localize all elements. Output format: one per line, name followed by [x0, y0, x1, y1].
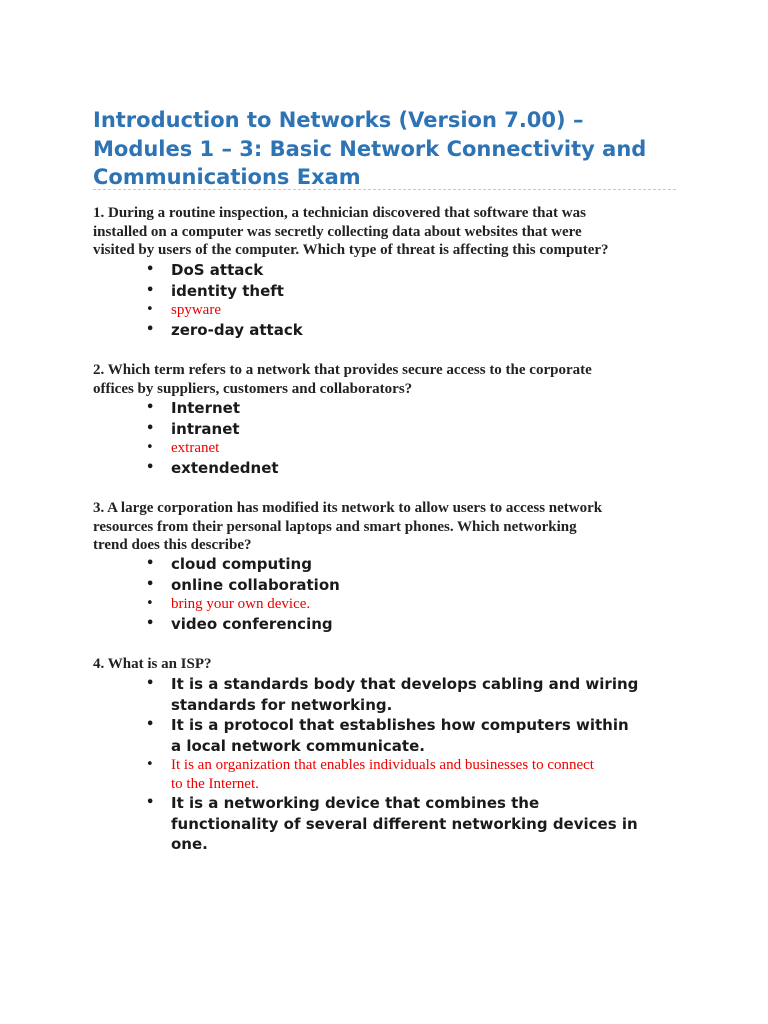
- question-line: trend does this describe?: [93, 537, 252, 553]
- option-text: DoS attack: [171, 261, 264, 279]
- answer-option: [146, 260, 686, 281]
- question-2-options: [146, 398, 686, 478]
- bullet-icon: •: [146, 795, 155, 810]
- answer-option: [146, 320, 686, 341]
- option-text: standards for networking.: [171, 695, 393, 714]
- correct-answer-option: [146, 439, 686, 458]
- option-text: video conferencing: [171, 614, 333, 633]
- answer-option: [146, 715, 686, 756]
- bullet-icon: •: [146, 757, 154, 772]
- question-line: offices by suppliers, customers and collaborators?: [93, 380, 413, 397]
- question-2-text: [93, 361, 683, 398]
- bullet-icon: •: [146, 440, 154, 455]
- question-line: 1. During a routine inspection, a technician discovered that software that was: [93, 205, 586, 221]
- bullet-icon: •: [146, 459, 155, 475]
- question-line: 3. A large corporation has modified its network to allow users to access network: [93, 500, 603, 516]
- answer-option: [146, 458, 686, 479]
- answer-option: [146, 398, 686, 419]
- question-line: installed on a computer was secretly collecting data about websites that were: [93, 223, 582, 240]
- page-title: [93, 106, 693, 192]
- option-text: zero-day attack: [171, 320, 303, 339]
- question-3-options: [146, 554, 686, 634]
- bullet-icon: •: [146, 576, 155, 592]
- bullet-icon: •: [146, 282, 155, 298]
- option-text: one.: [171, 835, 208, 853]
- question-4-options: [146, 674, 686, 855]
- answer-option: [146, 419, 686, 440]
- question-line: resources from their personal laptops and smart phones. Which networking: [93, 518, 577, 535]
- bullet-icon: •: [146, 321, 155, 337]
- option-text: cloud computing: [171, 555, 312, 573]
- option-text: intranet: [171, 419, 240, 438]
- bullet-icon: •: [146, 262, 155, 277]
- bullet-icon: •: [146, 676, 155, 691]
- title-line: Modules 1 – 3: Basic Network Connectivity and: [93, 136, 647, 161]
- bullet-icon: •: [146, 615, 155, 631]
- answer-option: [146, 614, 686, 635]
- option-text: identity theft: [171, 281, 284, 300]
- answer-option: [146, 674, 686, 715]
- option-text: It is an organization that enables individuals and businesses to connect: [171, 757, 594, 773]
- option-text: It is a protocol that establishes how computers within: [171, 716, 629, 734]
- title-divider: [93, 189, 676, 190]
- option-text: functionality of several different networking devices in: [171, 814, 638, 833]
- option-text: Internet: [171, 399, 241, 417]
- option-text: extranet: [171, 440, 220, 456]
- title-line: Introduction to Networks (Version 7.00) –: [93, 108, 584, 132]
- option-text: to the Internet.: [171, 775, 259, 792]
- correct-answer-option: [146, 301, 686, 320]
- answer-option: [146, 575, 686, 596]
- question-line: 4. What is an ISP?: [93, 656, 212, 672]
- option-text: bring your own device.: [171, 596, 311, 612]
- bullet-icon: •: [146, 420, 155, 436]
- question-4-text: [93, 655, 683, 674]
- option-text: It is a standards body that develops cabling and wiring: [171, 675, 639, 693]
- correct-answer-option: [146, 595, 686, 614]
- option-text: extendednet: [171, 458, 279, 477]
- bullet-icon: •: [146, 302, 154, 317]
- answer-option: [146, 281, 686, 302]
- answer-option: [146, 793, 686, 855]
- option-text: online collaboration: [171, 575, 340, 594]
- question-1-text: [93, 204, 683, 260]
- bullet-icon: •: [146, 400, 155, 415]
- correct-answer-option: [146, 756, 686, 793]
- question-1-options: [146, 260, 686, 340]
- option-text: spyware: [171, 302, 221, 318]
- question-line: visited by users of the computer. Which type of threat is affecting this computer?: [93, 242, 609, 258]
- question-3-text: [93, 499, 683, 555]
- title-line: Communications Exam: [93, 165, 361, 189]
- question-line: 2. Which term refers to a network that provides secure access to the corporate: [93, 362, 592, 378]
- option-text: It is a networking device that combines the: [171, 794, 540, 812]
- bullet-icon: •: [146, 556, 155, 571]
- answer-option: [146, 554, 686, 575]
- bullet-icon: •: [146, 596, 154, 611]
- bullet-icon: •: [146, 717, 155, 732]
- option-text: a local network communicate.: [171, 736, 425, 755]
